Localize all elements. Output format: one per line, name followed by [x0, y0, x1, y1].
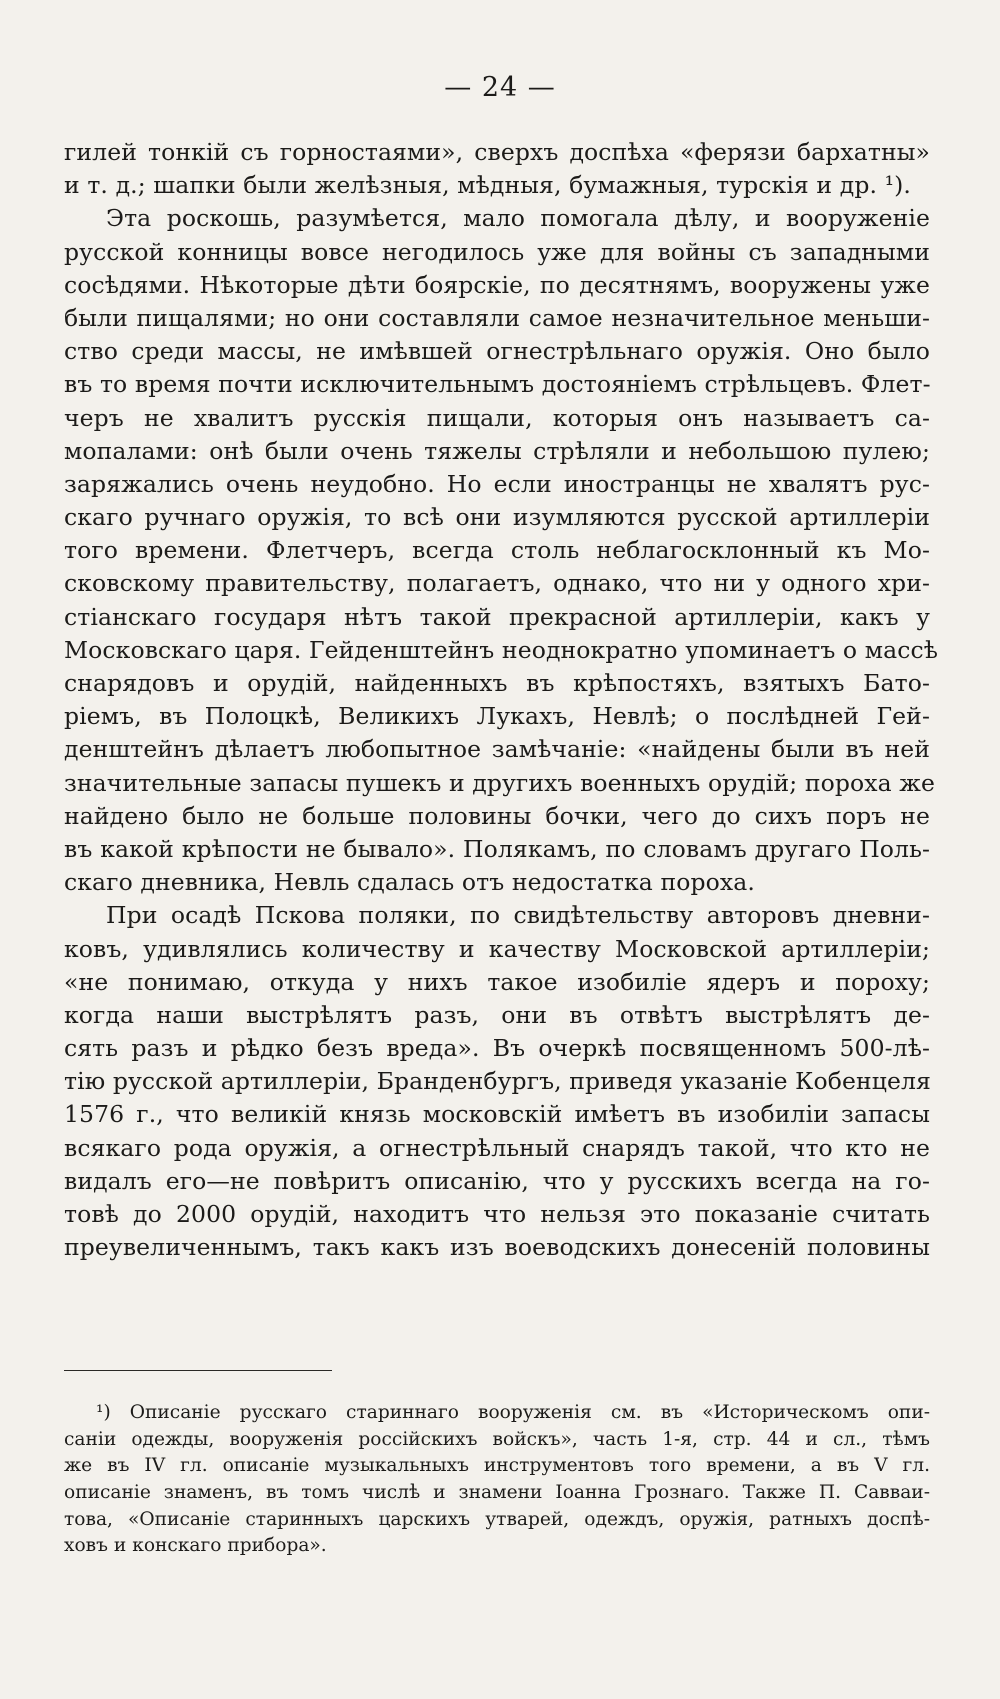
body-line: сосѣдями. Нѣкоторые дѣти боярскіе, по десятнямъ, вооружены уже: [64, 270, 930, 299]
body-line: денштейнъ дѣлаетъ любопытное замѣчаніе: «найдены были въ ней: [64, 735, 930, 764]
footnote-line: же въ IV гл. описаніе музыкальныхъ инструментовъ того времени, а въ V гл.: [64, 1455, 930, 1477]
body-line: тію русской артиллеріи, Бранденбургъ, приведя указаніе Кобенцеля: [64, 1067, 931, 1096]
footnote-line: ховъ и конскаго прибора».: [64, 1535, 327, 1557]
body-text: [64, 136, 939, 1264]
body-line: стіанскаго государя нѣтъ такой прекрасной артиллеріи, какъ у: [64, 602, 930, 631]
body-line: и т. д.; шапки были желѣзныя, мѣдныя, бумажныя, турскія и др. ¹).: [64, 171, 911, 200]
body-line: товѣ до 2000 орудій, находитъ что нельзя это показаніе считать: [64, 1200, 930, 1228]
body-line: преувеличеннымъ, такъ какъ изъ воеводскихъ донесеній половины: [64, 1233, 930, 1262]
body-line: Московскаго царя. Гейденштейнъ неоднократно упоминаетъ о массѣ: [64, 635, 939, 664]
body-line: въ какой крѣпости не бывало». Полякамъ, по словамъ другаго Поль-: [64, 834, 930, 863]
body-line: снарядовъ и орудій, найденныхъ въ крѣпостяхъ, взятыхъ Бато-: [64, 669, 930, 697]
body-line: значительные запасы пушекъ и другихъ военныхъ орудій; пороха же: [64, 768, 935, 797]
body-line: русской конницы вовсе негодилось уже для войны съ западными: [64, 237, 930, 266]
body-line: черъ не хвалитъ русскія пищали, которыя онъ называетъ са-: [64, 403, 930, 432]
body-line: ріемъ, въ Полоцкѣ, Великихъ Лукахъ, Невлѣ; о послѣдней Гей-: [64, 702, 930, 731]
body-line: Эта роскошь, разумѣется, мало помогала дѣлу, и вооруженіе: [106, 204, 930, 233]
page-number: — 24 —: [444, 72, 556, 103]
body-line: гилей тонкій съ горностаями», сверхъ доспѣха «ферязи бархатны»: [64, 138, 930, 166]
body-line: въ то время почти исключительнымъ достояніемъ стрѣльцевъ. Флет-: [64, 370, 931, 399]
footnote-divider: [64, 1370, 332, 1371]
body-line: были пищалями; но они составляли самое незначительное меньши-: [64, 303, 930, 332]
body-line: заряжались очень неудобно. Но если иностранцы не хвалятъ рус-: [64, 469, 930, 498]
footnote-line: описаніе знаменъ, въ томъ числѣ и знамени Іоанна Грознаго. Также П. Савваи-: [64, 1482, 930, 1504]
body-line: найдено было не больше половины бочки, чего до сихъ поръ не: [64, 801, 930, 830]
body-line: ковъ, удивлялись количеству и качеству Московской артиллеріи;: [64, 934, 930, 963]
footnotes: [64, 1400, 930, 1560]
body-line: сковскому правительству, полагаетъ, однако, что ни у одного хри-: [64, 569, 930, 598]
body-line: 1576 г., что великій князь московскій имѣетъ въ изобиліи запасы: [64, 1100, 930, 1129]
body-line: При осадѣ Пскова поляки, по свидѣтельству авторовъ дневни-: [106, 901, 930, 930]
footnote-line: ¹) Описаніе русскаго стариннаго вооруженія см. въ «Историческомъ опи-: [96, 1402, 930, 1423]
body-line: сять разъ и рѣдко безъ вреда». Въ очеркѣ посвященномъ 500-лѣ-: [64, 1034, 930, 1063]
body-line: ство среди массы, не имѣвшей огнестрѣльнаго оружія. Оно было: [64, 337, 930, 366]
body-line: когда наши выстрѣлятъ разъ, они въ отвѣтъ выстрѣлятъ де-: [64, 1000, 930, 1029]
body-line: скаго ручнаго оружія, то всѣ они изумляются русской артиллеріи: [64, 503, 930, 532]
body-line: мопалами: онѣ были очень тяжелы стрѣляли и небольшою пулею;: [64, 436, 930, 465]
footnote-line: това, «Описаніе старинныхъ царскихъ утварей, одеждъ, оружія, ратныхъ доспѣ-: [64, 1508, 930, 1530]
body-line: видалъ его—не повѣритъ описанію, что у русскихъ всегда на го-: [64, 1166, 930, 1195]
body-line: того времени. Флетчеръ, всегда столь неблагосклонный къ Мо-: [64, 536, 930, 565]
body-line: всякаго рода оружія, а огнестрѣльный снарядъ такой, что кто не: [64, 1133, 930, 1162]
footnote-line: саніи одежды, вооруженія россійскихъ войскъ», часть 1-я, стр. 44 и сл., тѣмъ: [64, 1428, 930, 1450]
body-line: «не понимаю, откуда у нихъ такое изобиліе ядеръ и пороху;: [64, 967, 930, 996]
body-line: скаго дневника, Невль сдалась отъ недостатка пороха.: [64, 868, 755, 897]
